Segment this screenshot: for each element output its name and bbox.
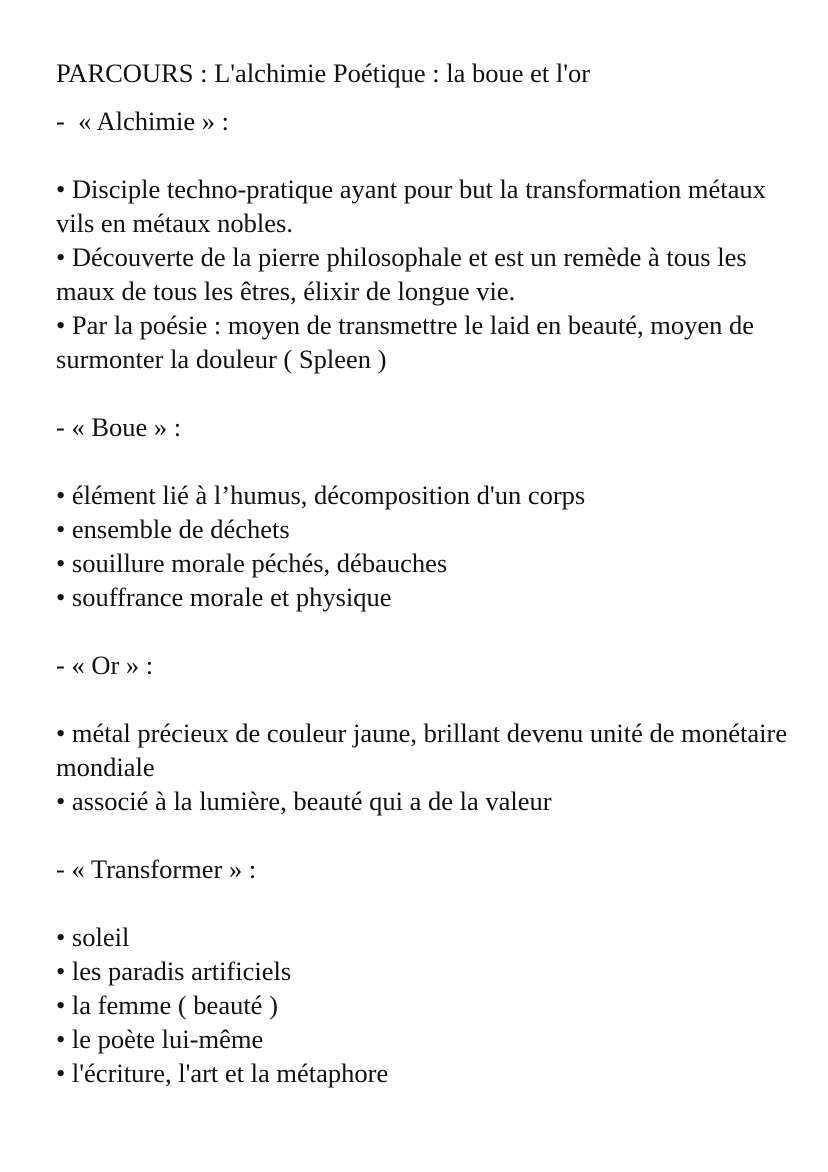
list-item: • soleil <box>56 922 130 952</box>
spacer <box>56 886 796 920</box>
list-item: • Par la poésie : moyen de transmettre le laid en beauté, moyen de surmonter la douleur ( Spleen ) <box>56 310 755 374</box>
spacer <box>56 138 796 172</box>
document-page <box>56 56 796 1090</box>
section-heading-boue: - « Boue » : <box>56 412 182 442</box>
list-item: • Découverte de la pierre philosophale et est un remède à tous les maux de tous les êtres, élixir de longue vie. <box>56 242 747 306</box>
list-item: • élément lié à l’humus, décomposition d'un corps <box>56 480 586 510</box>
list-item: • ensemble de déchets <box>56 514 290 544</box>
list-item: • Disciple techno-pratique ayant pour but la transformation métaux vils en métaux nobles. <box>56 174 766 238</box>
list-item: • associé à la lumière, beauté qui a de la valeur <box>56 786 552 816</box>
list-item: • le poète lui-même <box>56 1024 264 1054</box>
list-item: • l'écriture, l'art et la métaphore <box>56 1058 389 1088</box>
list-item: • métal précieux de couleur jaune, brillant devenu unité de monétaire mondiale <box>56 718 788 782</box>
list-item: • souffrance morale et physique <box>56 582 392 612</box>
list-item: • les paradis artificiels <box>56 956 292 986</box>
section-heading-alchimie: - « Alchimie » : <box>56 106 229 136</box>
transformer-list <box>56 920 796 1090</box>
spacer <box>56 818 796 852</box>
page-title: PARCOURS : L'alchimie Poétique : la boue et l'or <box>56 58 591 88</box>
spacer <box>56 614 796 648</box>
list-item: • la femme ( beauté ) <box>56 990 278 1020</box>
boue-list <box>56 478 796 614</box>
section-heading-or: - « Or » : <box>56 650 154 680</box>
spacer <box>56 376 796 410</box>
alchimie-list <box>56 172 796 376</box>
list-item: • souillure morale péchés, débauches <box>56 548 448 578</box>
section-heading-transformer: - « Transformer » : <box>56 854 257 884</box>
spacer <box>56 444 796 478</box>
or-list <box>56 716 796 818</box>
spacer <box>56 682 796 716</box>
